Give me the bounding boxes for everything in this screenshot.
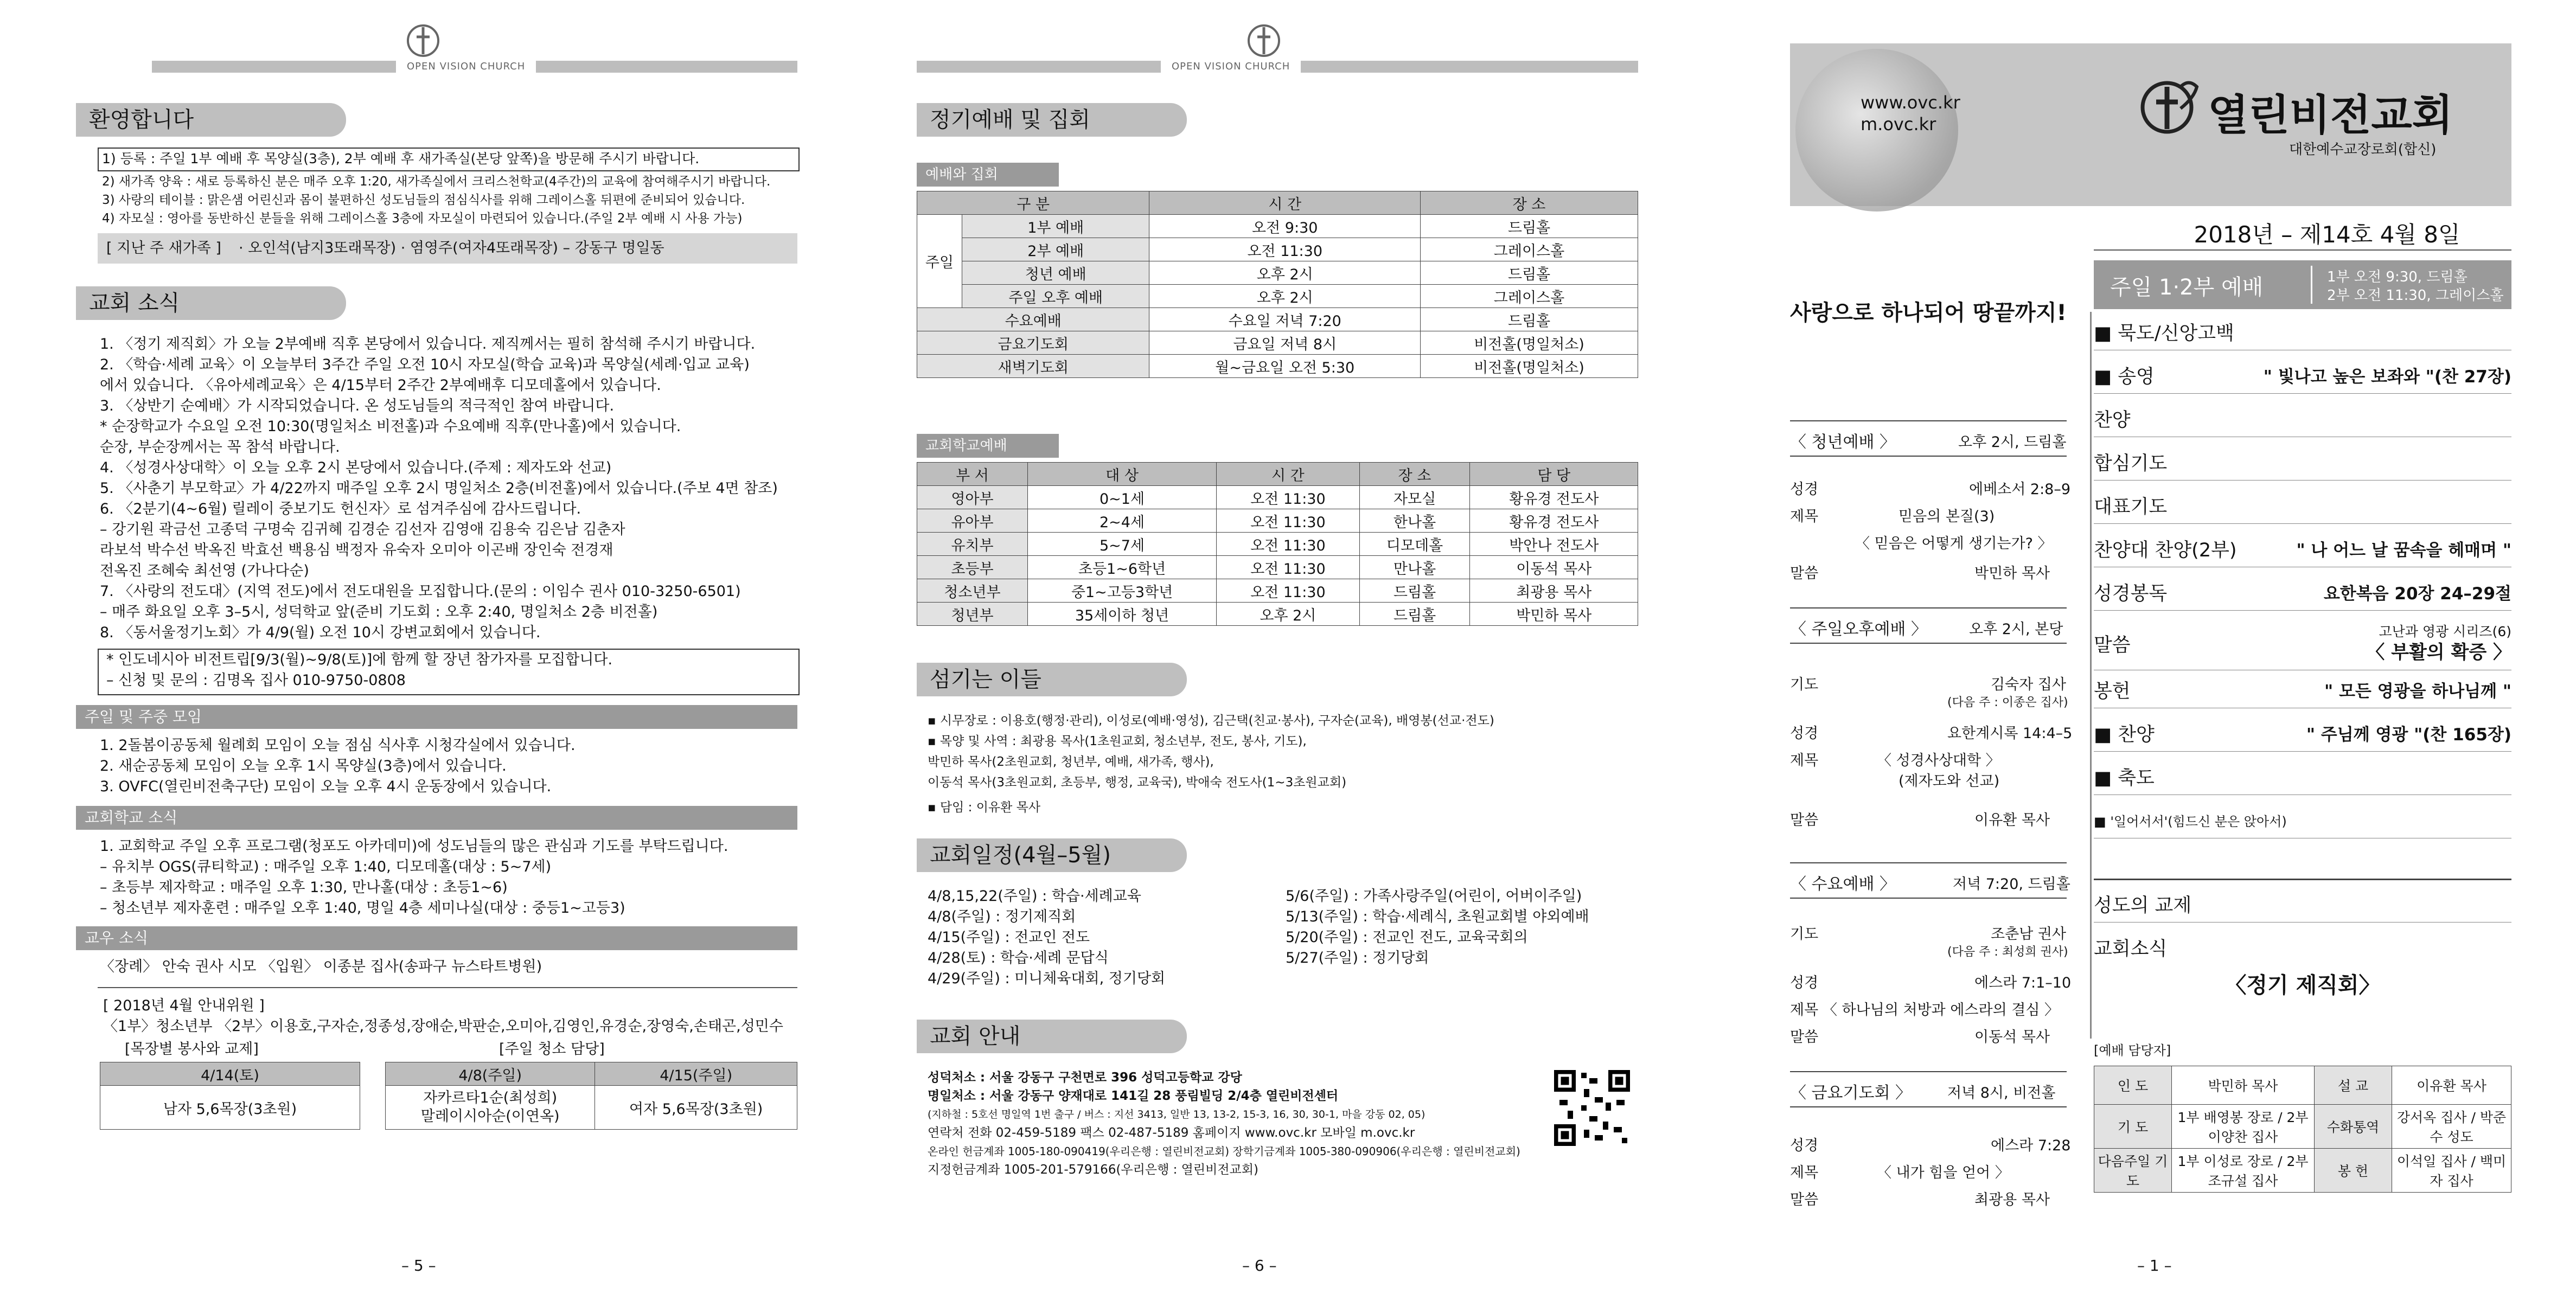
service-value: 〈 내가 힘을 얻어 〉 (1877, 1164, 2010, 1181)
serve-line: ▪ 담임 : 이유환 목사 (928, 800, 1041, 815)
worship-time: 2부 오전 11:30, 그레이스홀 (2327, 287, 2504, 304)
table-cell: 오후 2시 (1149, 261, 1421, 285)
member-news-line: 〈장례〉 안숙 권사 시모 〈입원〉 이종분 집사(송파구 뉴스타트병원) (100, 958, 542, 975)
table-cell: 수요일 저녁 7:20 (1149, 308, 1421, 331)
column-header: 담 당 (1470, 463, 1638, 486)
service-value: 믿음의 본질(3) (1899, 508, 1995, 525)
news-line: 3. 〈상반기 순예배〉가 시작되었습니다. 온 성도님들의 적극적인 참여 바랍니다. (100, 398, 615, 414)
table-cell: 1부 배영봉 장로 / 2부 이양찬 집사 (2172, 1105, 2315, 1149)
clean-header: 4/8(주일) (386, 1062, 595, 1086)
table-cell: 월~금요일 오전 5:30 (1149, 355, 1421, 378)
order-item: 말씀 고난과 영광 시리즈(6) 〈 부활의 확증 〉 (2094, 621, 2511, 670)
worship-table (917, 191, 1638, 378)
page-number: – 1 – (2137, 1257, 2172, 1274)
table-cell: 드림홀 (1421, 261, 1638, 285)
service-label: 제목 (1790, 1164, 1819, 1181)
news-line: 라보석 박수선 박옥진 박효선 백용심 백정자 유숙자 오미아 이곤배 장인숙 전경재 (100, 542, 613, 559)
page-header (917, 22, 1638, 76)
info-title: 교회 안내 (917, 1020, 1187, 1053)
page-1 (1790, 0, 2511, 1294)
info-line: 온라인 헌금계좌 1005-180-090419(우리은행 : 열린비전교회) 장학기금계좌 1005-380-090906(우리은행 : 열린비전교회) (928, 1145, 1520, 1158)
news-line: 에서 있습니다. 〈유아세례교육〉은 4/15부터 2주간 2부예배후 디모데홀에서 있습니다. (100, 377, 661, 394)
news-line: 1. 〈정기 제직회〉가 오늘 2부예배 직후 본당에서 있습니다. 제직께서는 필히 참석해 주시기 바랍니다. (100, 336, 756, 353)
service-label: 제목 (1790, 752, 1819, 769)
clean-value: 자카르타1순(최성희) (423, 1090, 558, 1106)
duty-caption: [예배 담당자] (2094, 1043, 2171, 1058)
news-line: 4. 〈성경사상대학〉이 오늘 오후 2시 본당에서 있습니다.(주제 : 제자도와 선교) (100, 459, 612, 476)
table-cell: 2~4세 (1027, 509, 1216, 533)
welcome-line: 1) 등록 : 주일 1부 예배 후 목양실(3층), 2부 예배 후 새가족실(본당 앞쪽)을 방문해 주시기 바랍니다. (102, 151, 700, 166)
table-cell: 다음주일 기도 (2094, 1149, 2172, 1193)
wednesday-title: 〈 수요예배 〉 (1790, 875, 1896, 894)
schedule-title: 교회일정(4월–5월) (917, 838, 1187, 872)
news-line: – 매주 화요일 오후 3–5시, 성덕학교 앞(준비 기도회 : 오후 2:40, 명일처소 2층 비전홀) (100, 604, 658, 620)
meeting-title: 〈정기 제직회〉 (2225, 973, 2381, 998)
table-cell: 주일 오후 예배 (962, 285, 1149, 308)
service-label: 성경 (1790, 725, 1819, 742)
schedule-item: 5/27(주일) : 정기당회 (1286, 950, 1429, 966)
school-subtitle: 교회학교예배 (917, 434, 1059, 458)
table-cell: 이동석 목사 (1470, 556, 1638, 579)
serve-title: 섬기는 이들 (917, 663, 1187, 696)
table-cell: 오전 9:30 (1149, 215, 1421, 238)
order-item: 대표기도 (2094, 491, 2511, 524)
friday-time: 저녁 8시, 비전홀 (1947, 1085, 2056, 1101)
table-cell: 드림홀 (1359, 603, 1470, 626)
service-label: 말씀 (1790, 1029, 1819, 1046)
april-usher-line: 〈1부〉청소년부 〈2부〉이용호,구자순,정종성,장애순,박판순,오미아,김영인,유경순,장영숙,손태곤,성민수 (103, 1018, 783, 1035)
table-cell: 수화통역 (2315, 1105, 2392, 1149)
slogan: 사랑으로 하나되어 땅끝까지! (1790, 300, 2067, 325)
table-cell: 봉 헌 (2315, 1149, 2392, 1193)
order-item: 합심기도 (2094, 447, 2511, 481)
table-cell: 오전 11:30 (1217, 556, 1359, 579)
table-cell: 한나홀 (1359, 509, 1470, 533)
mobile-url[interactable]: m.ovc.kr (1861, 114, 1936, 134)
table-cell: 설 교 (2315, 1066, 2392, 1105)
service-label: 기도 (1790, 676, 1819, 693)
sermon-title: 〈 부활의 확증 〉 (2366, 642, 2511, 663)
page-6 (917, 0, 1638, 1294)
order-item: ■ 묵도/신앙고백 (2094, 317, 2511, 350)
column-header: 대 상 (1027, 463, 1216, 486)
table-cell: 기 도 (2094, 1105, 2172, 1149)
info-line: 명일처소 : 서울 강동구 양재대로 141길 28 풍림빌딩 2/4층 열린비전센터 (928, 1089, 1339, 1103)
duty-value: 남자 5,6목장(3초원) (100, 1086, 360, 1130)
friday-title: 〈 금요기도회 〉 (1790, 1084, 1912, 1103)
serve-line: 박민하 목사(2초원교회, 청년부, 예배, 새가족, 행사), (928, 755, 1214, 769)
member-news-subtitle: 교우 소식 (76, 926, 797, 950)
clean-value: 말레이시아순(이연옥) (420, 1108, 560, 1125)
info-line: 성덕처소 : 서울 강동구 구천면로 396 성덕고등학교 강당 (928, 1071, 1242, 1085)
april-usher-title: [ 2018년 4월 안내위원 ] (103, 997, 265, 1014)
church-logo-icon (401, 22, 445, 60)
table-cell: 드림홀 (1421, 215, 1638, 238)
duty-header: 4/14(토) (100, 1062, 360, 1086)
service-label: 성경 (1790, 1137, 1819, 1154)
service-value: 조춘남 권사 (1991, 926, 2066, 943)
table-cell: 5~7세 (1027, 533, 1216, 556)
table-cell: 2부 예배 (962, 238, 1149, 261)
service-label: 기도 (1790, 926, 1819, 943)
schedule-item: 4/29(주일) : 미니체육대회, 정기당회 (928, 970, 1166, 987)
qr-code-icon[interactable] (1551, 1067, 1633, 1149)
denomination: 대한예수교장로회(합신) (2289, 142, 2437, 158)
welcome-line: 4) 자모실 : 영아를 동반하신 분들을 위해 그레이스홀 3층에 자모실이 마련되어 있습니다.(주일 2부 예배 시 사용 가능) (102, 212, 743, 226)
schedule-item: 5/13(주일) : 학습·세례식, 초원교회별 야외예배 (1286, 908, 1589, 925)
table-cell: 금요일 저녁 8시 (1149, 331, 1421, 355)
table-cell: 오전 11:30 (1217, 509, 1359, 533)
table-cell: 인 도 (2094, 1066, 2172, 1105)
fellowship-label: 성도의 교제 (2094, 889, 2511, 923)
info-line: (지하철 : 5호선 명일역 1번 출구 / 버스 : 지선 3413, 일반 13, 13-2, 15-3, 16, 30, 30-1, 마을 강동 02, 05) (928, 1109, 1426, 1120)
school-table (917, 462, 1638, 626)
column-header: 장 소 (1421, 191, 1638, 215)
website-url[interactable]: www.ovc.kr (1861, 92, 1960, 113)
table-cell: 청년부 (917, 603, 1028, 626)
page-header (76, 22, 797, 76)
worship-label: 주일 1·2부 예배 (2110, 275, 2264, 300)
news-line: – 강기원 곽금선 고종덕 구명숙 김귀혜 김경순 김선자 김영애 김용숙 김은남 김춘자 (100, 521, 625, 538)
service-value: (다음 주 : 이종은 집사) (1947, 696, 2068, 709)
table-cell: 만나홀 (1359, 556, 1470, 579)
column-header: 장 소 (1359, 463, 1470, 486)
table-cell: 오후 2시 (1149, 285, 1421, 308)
table-cell: 35세이하 청년 (1027, 603, 1216, 626)
table-cell: 새벽기도회 (917, 355, 1149, 378)
order-item: 봉헌 " 모든 영광을 하나님께 " (2094, 675, 2511, 708)
service-label: 제목 (1790, 1002, 1819, 1018)
table-cell: 초등1~6학년 (1027, 556, 1216, 579)
service-label: 성경 (1790, 481, 1819, 498)
column-header: 시 간 (1217, 463, 1359, 486)
order-item: ■ '일어서서'(힘드신 분은 앉아서) (2094, 805, 2511, 838)
table-cell: 오전 11:30 (1217, 486, 1359, 509)
school-news-line: – 초등부 제자학교 : 매주일 오후 1:30, 만나홀(대상 : 초등1~6) (100, 879, 508, 896)
table-cell: 최광용 목사 (1470, 579, 1638, 603)
church-logo-icon (1242, 22, 1286, 60)
service-value: 에베소서 2:8–9 (1969, 481, 2071, 498)
table-cell: 1부 예배 (962, 215, 1149, 238)
service-value: (다음 주 : 최성희 권사) (1947, 945, 2068, 959)
school-news-line: 1. 교회학교 주일 오후 프로그램(청포도 아카데미)에 성도님들의 많은 관심과 기도를 부탁드립니다. (100, 838, 728, 855)
table-cell: 오전 11:30 (1217, 533, 1359, 556)
church-name: 열린비전교회 (2208, 91, 2453, 140)
school-news-subtitle: 교회학교 소식 (76, 806, 797, 830)
page-number: – 5 – (401, 1257, 436, 1274)
service-value: 최광용 목사 (1974, 1191, 2050, 1208)
service-value: 이동석 목사 (1974, 1029, 2050, 1046)
table-cell: 유치부 (917, 533, 1028, 556)
table-cell: 오후 2시 (1217, 603, 1359, 626)
duty-title: [목장별 봉사와 교제] (125, 1041, 259, 1058)
service-label: 제목 (1790, 508, 1819, 525)
newcomer-text: · 오인석(남지3또래목장) · 염영주(여자4또래목장) – 강동구 명일동 (239, 240, 664, 257)
table-cell: 이석일 집사 / 백미자 집사 (2392, 1149, 2511, 1193)
welcome-title: 환영합니다 (76, 103, 346, 137)
info-line: 지정헌금계좌 1005-201-579166(우리은행 : 열린비전교회) (928, 1163, 1258, 1177)
service-value: 박민하 목사 (1974, 565, 2050, 582)
service-value: 〈 믿음은 어떻게 생기는가? 〉 (1855, 535, 2053, 552)
order-item: ■ 송영 " 빛나고 높은 보좌와 "(찬 27장) (2094, 361, 2511, 394)
service-label: 말씀 (1790, 565, 1819, 582)
news-line: 5. 〈사춘기 부모학교〉가 4/22까지 매주일 오후 2시 명일처소 2층(비전홀)에서 있습니다.(주보 4면 참조) (100, 480, 778, 497)
meeting-subtitle: 주일 및 주중 모임 (76, 705, 797, 729)
table-cell: 박안나 전도사 (1470, 533, 1638, 556)
service-label: 말씀 (1790, 1191, 1819, 1208)
service-value: 이유환 목사 (1974, 812, 2050, 829)
welcome-line: 3) 사랑의 테이블 : 맑은샘 어린신과 몸이 불편하신 성도님들의 점심식사를 위해 그레이스홀 뒤편에 준비되어 있습니다. (102, 193, 745, 207)
news-label: 교회소식 (2094, 938, 2168, 960)
indonesia-line: – 신청 및 문의 : 김명옥 집사 010-9750-0808 (106, 672, 406, 689)
clean-title: [주일 청소 담당] (499, 1041, 605, 1058)
serve-line: ▪ 시무장로 : 이용호(행정·관리), 이성로(예배·영성), 김근택(친교·봉사), 구자순(교육), 배영봉(선교·전도) (928, 714, 1494, 728)
wednesday-time: 저녁 7:20, 드림홀 (1953, 876, 2070, 893)
issue-date: 2018년 – 제14호 4월 8일 (2194, 221, 2460, 248)
table-cell: 영아부 (917, 486, 1028, 509)
duty-table (100, 1062, 360, 1130)
worship-duty-table (2094, 1066, 2511, 1193)
youth-time: 오후 2시, 드림홀 (1958, 434, 2067, 451)
welcome-line: 2) 새가족 양육 : 새로 등록하신 분은 매주 오후 1:20, 새가족실에서 크리스천학교(4주간)의 교육에 참여해주시기 바랍니다. (102, 175, 771, 189)
service-value: 〈 하나님의 처방과 에스라의 결심 〉 (1823, 1002, 2059, 1018)
info-line: 연락처 전화 02-459-5189 팩스 02-487-5189 홈페이지 www.ovc.kr 모바일 m.ovc.kr (928, 1126, 1415, 1140)
table-cell: 디모데홀 (1359, 533, 1470, 556)
order-item: ■ 찬양 " 주님께 영광 "(찬 165장) (2094, 719, 2511, 752)
table-cell: 중1~고등3학년 (1027, 579, 1216, 603)
church-logo-icon (2137, 76, 2202, 136)
page-number: – 6 – (1242, 1257, 1277, 1274)
meeting-line: 2. 새순공동체 모임이 오늘 오후 1시 목양실(3층)에서 있습니다. (100, 758, 507, 774)
news-line: 전옥진 조혜숙 최선영 (가나다순) (100, 562, 309, 579)
news-line: 2. 〈학습·세례 교육〉이 오늘부터 3주간 주일 오전 10시 자모실(학습 교육)과 목양실(세례·입교 교육) (100, 356, 750, 373)
table-cell: 금요기도회 (917, 331, 1149, 355)
table-cell: 드림홀 (1359, 579, 1470, 603)
table-cell: 황유경 전도사 (1470, 486, 1638, 509)
church-english-name: OPEN VISION CHURCH (396, 61, 536, 73)
clean-header: 4/15(주일) (595, 1062, 797, 1086)
table-cell: 박민하 목사 (2172, 1066, 2315, 1105)
afternoon-title: 〈 주일오후예배 〉 (1790, 620, 1927, 639)
newcomer-label: [ 지난 주 새가족 ] (106, 240, 221, 257)
table-cell: 그레이스홀 (1421, 238, 1638, 261)
service-value: 요한계시록 14:4–5 (1947, 725, 2073, 742)
service-value: 에스라 7:1–10 (1974, 975, 2072, 991)
table-cell: 오전 11:30 (1217, 579, 1359, 603)
table-cell: 박민하 목사 (1470, 603, 1638, 626)
indonesia-line: * 인도네시아 비전트립[9/3(월)~9/8(토)]에 함께 할 장년 참가자를 모집합니다. (106, 651, 613, 668)
service-value: 〈 성경사상대학 〉 (1877, 752, 2000, 769)
order-item: 성경봉독 요한복음 20장 24–29절 (2094, 578, 2511, 611)
table-cell: 수요예배 (917, 308, 1149, 331)
service-value: 에스라 7:28 (1991, 1137, 2071, 1154)
meeting-line: 3. OVFC(열린비전축구단) 모임이 오늘 오후 4시 운동장에서 있습니다. (100, 778, 552, 795)
schedule-item: 4/15(주일) : 전교인 전도 (928, 929, 1090, 946)
column-header: 시 간 (1149, 191, 1421, 215)
worship-bar (2094, 260, 2511, 309)
table-cell: 0~1세 (1027, 486, 1216, 509)
schedule-item: 4/8(주일) : 정기제직회 (928, 908, 1076, 925)
table-cell: 비전홀(명일처소) (1421, 355, 1638, 378)
worship-time: 1부 오전 9:30, 드림홀 (2327, 269, 2468, 285)
news-title: 교회 소식 (76, 286, 346, 320)
youth-title: 〈 청년예배 〉 (1790, 433, 1896, 452)
serve-line: ▪ 목양 및 사역 : 최광용 목사(1초원교회, 청소년부, 전도, 봉사, 기도), (928, 734, 1307, 748)
schedule-item: 5/6(주일) : 가족사랑주일(어린이, 어버이주일) (1286, 888, 1582, 905)
table-cell: 이유환 목사 (2392, 1066, 2511, 1105)
church-english-name: OPEN VISION CHURCH (1161, 61, 1301, 73)
afternoon-time: 오후 2시, 본당 (1969, 621, 2063, 638)
news-line: * 순장학교가 수요일 오전 10:30(명일처소 비전홀)과 수요예배 직후(만나홀)에서 있습니다. (100, 418, 681, 435)
service-label: 말씀 (1790, 812, 1819, 829)
schedule-item: 5/20(주일) : 전교인 전도, 교육국회의 (1286, 929, 1528, 946)
table-cell: 초등부 (917, 556, 1028, 579)
news-line: 7. 〈사랑의 전도대〉(지역 전도)에서 전도대원을 모집합니다.(문의 : 이임수 권사 010-3250-6501) (100, 583, 741, 600)
page-5 (76, 0, 797, 1294)
serve-line: 이동석 목사(3초원교회, 초등부, 행정, 교육국), 박애숙 전도사(1~3초원교회) (928, 776, 1347, 790)
table-cell: 자모실 (1359, 486, 1470, 509)
service-value: (제자도와 선교) (1899, 773, 2000, 790)
sunday-label: 주일 (917, 215, 962, 308)
order-item: 찬양대 찬양(2부) " 나 어느 날 꿈속을 헤매며 " (2094, 534, 2511, 567)
meeting-line: 1. 2돌봄이공동체 월례회 모임이 오늘 점심 식사후 시청각실에서 있습니다. (100, 737, 576, 754)
clean-value: 여자 5,6목장(3초원) (595, 1086, 797, 1130)
column-header: 부 서 (917, 463, 1028, 486)
news-line: 8. 〈동서울정기노회〉가 4/9(월) 오전 10시 강변교회에서 있습니다. (100, 624, 541, 641)
table-cell: 황유경 전도사 (1470, 509, 1638, 533)
table-cell: 강서옥 집사 / 박준수 성도 (2392, 1105, 2511, 1149)
school-news-line: – 청소년부 제자훈련 : 매주일 오후 1:40, 명일 4층 세미나실(대상 : 중등1~고등3) (100, 900, 625, 917)
schedule-item: 4/8,15,22(주일) : 학습·세례교육 (928, 888, 1141, 905)
service-label: 성경 (1790, 975, 1819, 991)
news-line: 순장, 부순장께서는 꼭 참석 바랍니다. (100, 439, 340, 456)
worship-subtitle: 예배와 집회 (917, 163, 1059, 187)
table-cell: 그레이스홀 (1421, 285, 1638, 308)
schedule-item: 4/28(토) : 학습·세례 문답식 (928, 950, 1109, 966)
school-news-line: – 유치부 OGS(큐티학교) : 매주일 오후 1:40, 디모데홀(대상 : 5~7세) (100, 859, 552, 875)
clean-table (385, 1062, 797, 1130)
table-cell: 유아부 (917, 509, 1028, 533)
table-cell: 드림홀 (1421, 308, 1638, 331)
table-cell: 오전 11:30 (1149, 238, 1421, 261)
order-item: ■ 축도 (2094, 762, 2511, 795)
service-value: 김숙자 집사 (1991, 676, 2066, 693)
table-cell: 청소년부 (917, 579, 1028, 603)
news-line: 6. 〈2분기(4~6월) 릴레이 중보기도 헌신자〉로 섬겨주심에 감사드립니다. (100, 501, 581, 517)
order-item: 찬양 (2094, 404, 2511, 437)
table-cell: 비전홀(명일처소) (1421, 331, 1638, 355)
worship-title: 정기예배 및 집회 (917, 103, 1187, 137)
table-cell: 1부 이성로 장로 / 2부 조규설 집사 (2172, 1149, 2315, 1193)
table-cell: 청년 예배 (962, 261, 1149, 285)
column-header: 구 분 (917, 191, 1149, 215)
